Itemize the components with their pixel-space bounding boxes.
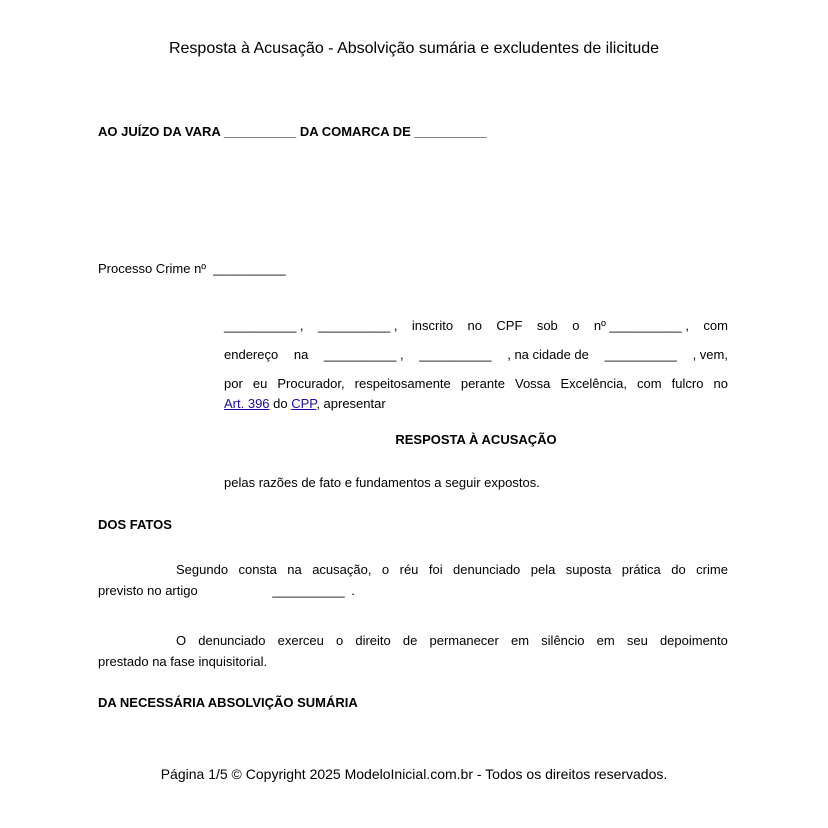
para-word: em [596,633,615,648]
intro-word: nº __________ , [593,318,689,333]
para-word: denunciado [453,562,521,577]
intro-word: Vossa [515,376,551,391]
document-heading: RESPOSTA À ACUSAÇÃO [395,432,557,447]
intro-word: endereço [224,347,279,362]
para-word: prática [621,562,661,577]
para-word: Segundo [176,562,229,577]
reasons-statement: pelas razões de fato e fundamentos a seguir expostos. [224,475,540,490]
intro-word: respeitosamente [354,376,451,391]
intro-line-2 [224,340,728,369]
intro-paragraph [224,311,728,414]
para-word: exerceu [277,633,324,648]
para-word: permanecer [429,633,499,648]
art-396-link[interactable]: Art. 396 [224,396,270,411]
para-word: foi [428,562,443,577]
process-label: Processo Crime nº [98,261,207,276]
article-label: previsto no artigo [98,583,198,598]
intro-word: __________ [419,347,492,362]
facts-paragraph-1-line-2 [98,580,728,601]
intro-line-1 [224,311,728,340]
article-blank: __________ [272,583,345,598]
intro-word: __________ [604,347,677,362]
intro-ending: , apresentar [316,396,386,411]
intro-word: __________ , [317,318,398,333]
para-word: O [176,633,187,648]
facts-paragraph-2-line-1 [98,630,728,651]
intro-word: , na cidade de [507,347,589,362]
para-word: pela [530,562,556,577]
facts-paragraph-2-line-2: prestado na fase inquisitorial. [98,654,268,669]
para-word: silêncio [541,633,585,648]
intro-word: no [467,318,482,333]
process-number-blank: __________ [213,261,286,276]
para-word: suposta [565,562,612,577]
intro-word: no [713,376,728,391]
para-word: na [287,562,302,577]
para-word: depoimento [659,633,728,648]
para-word: direito [355,633,391,648]
para-word: o [335,633,344,648]
intro-word: eu [252,376,268,391]
section-title-facts: DOS FATOS [98,517,172,532]
intro-word: com [637,376,662,391]
cpp-link[interactable]: CPP [291,396,317,411]
para-word: do [671,562,686,577]
intro-word: perante [460,376,505,391]
facts-paragraph-1-line-1 [98,559,728,580]
intro-word: __________ , [224,318,304,333]
intro-word: com [703,318,728,333]
intro-connector: do [273,396,288,411]
intro-word: inscrito [411,318,454,333]
para-word: o [381,562,390,577]
section-title-absolution: DA NECESSÁRIA ABSOLVIÇÃO SUMÁRIA [98,695,358,710]
intro-word: o [572,318,580,333]
para-word: consta [238,562,277,577]
para-word: seu [626,633,648,648]
process-number-line [98,261,286,276]
para-word: réu [399,562,419,577]
court-addressee: AO JUÍZO DA VARA __________ DA COMARCA DE __________ [98,124,487,139]
para-word: em [510,633,530,648]
facts-paragraph-1 [98,559,728,601]
para-word: denunciado [198,633,266,648]
intro-word: por [224,376,243,391]
para-word: de [402,633,418,648]
intro-word: __________ , [324,347,404,362]
intro-word: fulcro [671,376,704,391]
page-footer: Página 1/5 © Copyright 2025 ModeloInicial.com.br - Todos os direitos reservados. [160,766,668,782]
intro-word: CPF [496,318,523,333]
para-word: crime [696,562,728,577]
facts-paragraph-2 [98,630,728,672]
para-word: acusação, [312,562,372,577]
page-header-title: Resposta à Acusação - Absolvição sumária e excludentes de ilicitude [168,40,660,57]
article-period: . [351,583,355,598]
intro-word: na [293,347,309,362]
intro-word: , vem, [692,347,728,362]
intro-word: Procurador, [277,376,345,391]
intro-word: sob [536,318,558,333]
intro-word: Excelência, [560,376,627,391]
